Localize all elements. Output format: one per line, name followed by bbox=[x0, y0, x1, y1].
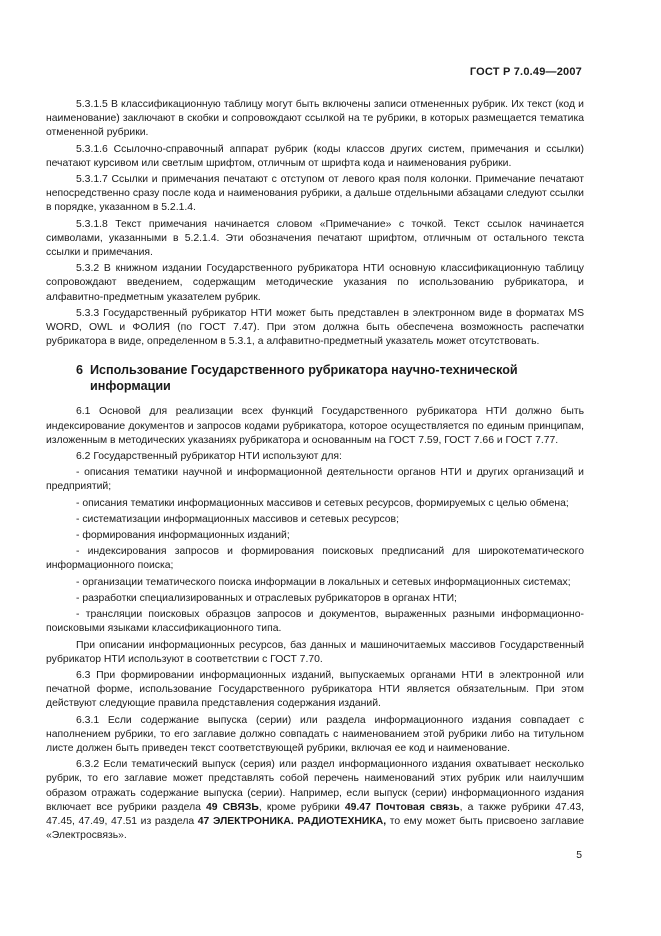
paragraph: 5.3.1.7 Ссылки и примечания печатают с отступом от левого края поля колонки. Примечание печатают непосредственно сразу после кода и наименования рубрики, а дальше отдельными абзацами следуют ссылки в порядке, указанном в 5.2.1.4. bbox=[46, 174, 584, 214]
list-item: - трансляции поисковых образцов запросов и документов, выраженных разными информационно-поисковыми языками классификационного типа. bbox=[46, 609, 584, 635]
page-number: 5 bbox=[576, 850, 582, 861]
paragraph: 5.3.1.8 Текст примечания начинается словом «Примечание» с точкой. Текст ссылок начинается символами, указанными в 5.2.1.4. Эти обозначения печатают шрифтом, отличным от остального текста ссылки и примечания. bbox=[46, 218, 584, 259]
bold-run: 49 СВЯЗЬ bbox=[206, 801, 259, 813]
paragraph-with-emphasis bbox=[46, 758, 584, 843]
list-item: - организации тематического поиска информации в локальных и сетевых информационных системах; bbox=[76, 576, 571, 588]
document-header: ГОСТ Р 7.0.49—2007 bbox=[469, 66, 582, 78]
list-item: - описания тематики научной и информационной деятельности органов НТИ и других организаций и предприятий; bbox=[46, 467, 584, 493]
paragraph: 5.3.3 Государственный рубрикатор НТИ может быть представлен в электронном виде в форматах MS WORD, OWL и ФОЛИЯ (по ГОСТ 7.47). При этом должна быть обеспечена возможность распечатки рубрикатора в виде, определенном в 5.3.1, а алфавитно-предметный указатель может отсутствовать. bbox=[46, 307, 584, 348]
paragraph: 6.3 При формировании информационных изданий, выпускаемых органами НТИ в электронной или печатной форме, использование Государственного рубрикатора НТИ является обязательным. При этом действуют следующие правила представления содержания изданий. bbox=[46, 669, 584, 710]
paragraph: 6.1 Основой для реализации всех функций Государственного рубрикатора НТИ должно быть индексирование документов и запросов кодами рубрикатора, которое осуществляется по единым принципам, изложенным в методических указаниях рубрикатора и основанным на ГОСТ 7.59, ГОСТ 7.66 и ГОСТ 7.77. bbox=[46, 406, 584, 446]
list-item: - формирования информационных изданий; bbox=[76, 530, 290, 542]
body-text bbox=[46, 98, 584, 845]
section-number: 6 bbox=[76, 363, 84, 378]
list-item: - описания тематики информационных массивов и сетевых ресурсов, формируемых с целью обмена; bbox=[76, 497, 569, 509]
list-item: - индексирования запросов и формирования поисковых предписаний для широкотематического информационного поиска; bbox=[46, 546, 584, 572]
paragraph: 5.3.1.6 Ссылочно-справочный аппарат рубрик (коды классов других систем, примечания и ссылки) печатают курсивом или светлым шрифтом, отличным от шрифта кода и наименования рубрики. bbox=[46, 143, 584, 169]
text-run: , а также рубрики 47.43, 47.45, 47.49, 47.51 из раздела bbox=[46, 801, 584, 827]
paragraph: 6.3.1 Если содержание выпуска (серии) или раздела информационного издания совпадает с наполнением рубрики, то его заглавие должно совпадать с наименованием этой рубрики либо на титульном листе должен быть приведен текст соответствующей рубрики, включая ее код и наименование. bbox=[46, 714, 584, 754]
bold-run: 49.47 Почтовая связь bbox=[344, 801, 460, 813]
text-run: , кроме рубрики bbox=[258, 801, 345, 813]
text-run: то ему может быть присвоено заглавие «Электросвязь». bbox=[46, 815, 584, 842]
list-item: - разработки специализированных и отраслевых рубрикаторов в органах НТИ; bbox=[76, 592, 457, 604]
text-run: 6.3.2 Если тематический выпуск (серия) или раздел информационного издания охватывает несколько рубрик, то его заглавие может представлять собой перечень наименований этих рубрик или наилучшим образом отражать содержание выпуска (серии). Например, если выпуск (серии) информационного издания включает все рубрики раздела bbox=[46, 759, 584, 813]
list-item: - систематизации информационных массивов и сетевых ресурсов; bbox=[76, 513, 399, 525]
section-title: Использование Государственного рубрикатора научно-технической информации bbox=[90, 363, 518, 394]
bold-run: 47 ЭЛЕКТРОНИКА. РАДИОТЕХНИКА, bbox=[197, 815, 387, 827]
section-heading bbox=[76, 362, 584, 394]
paragraph: 6.2 Государственный рубрикатор НТИ используют для: bbox=[76, 451, 342, 463]
paragraph: 5.3.1.5 В классификационную таблицу могут быть включены записи отмененных рубрик. Их текст (код и наименование) заключают в скобки и сопровождают ссылкой на те рубрики, в которых размещается тематика отмененной рубрики. bbox=[46, 99, 584, 139]
paragraph: 5.3.2 В книжном издании Государственного рубрикатора НТИ основную классификационную таблицу сопровождают введением, содержащим методические указания по использованию рубрикатора, и алфавитно-предметным указателем рубрик. bbox=[46, 263, 584, 303]
paragraph: При описании информационных ресурсов, баз данных и машиночитаемых массивов Государственный рубрикатор НТИ используют в соответствии с ГОСТ 7.70. bbox=[46, 639, 584, 665]
